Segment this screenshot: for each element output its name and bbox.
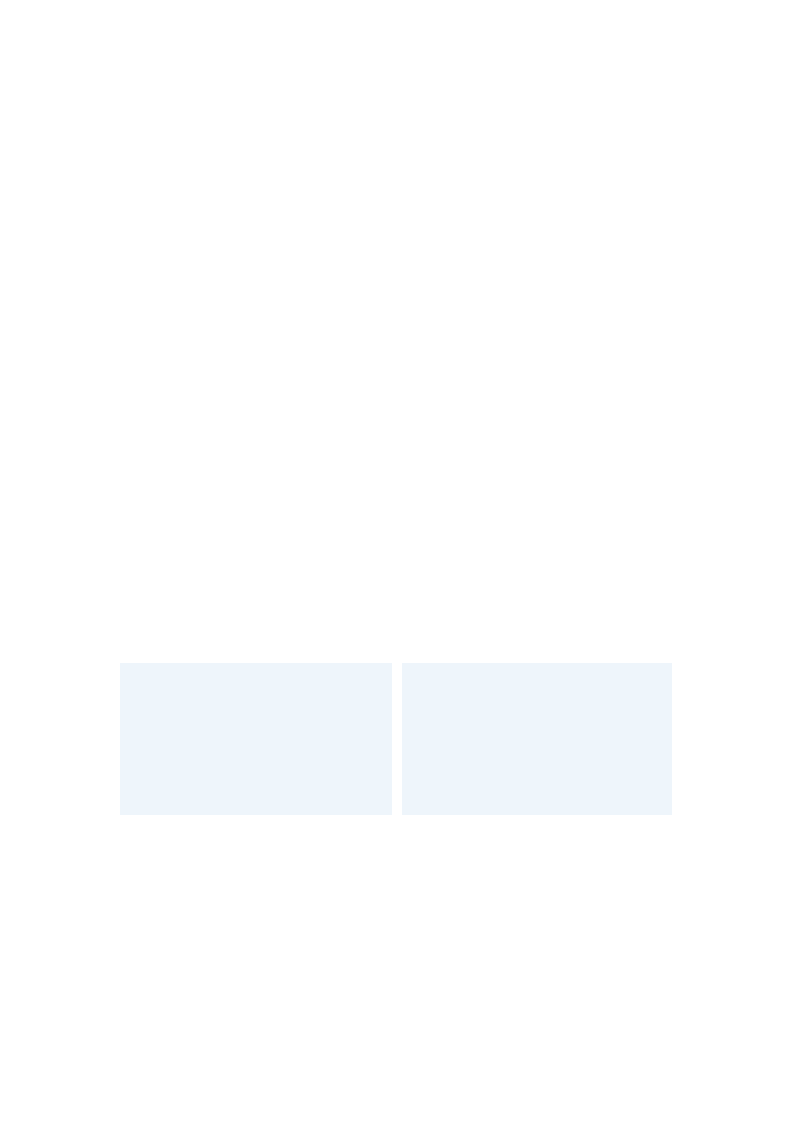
- gdp-chart-svg: [120, 663, 392, 815]
- gdp-chart: [120, 663, 392, 815]
- income-chart-svg: [402, 663, 672, 815]
- income-chart: [402, 663, 672, 815]
